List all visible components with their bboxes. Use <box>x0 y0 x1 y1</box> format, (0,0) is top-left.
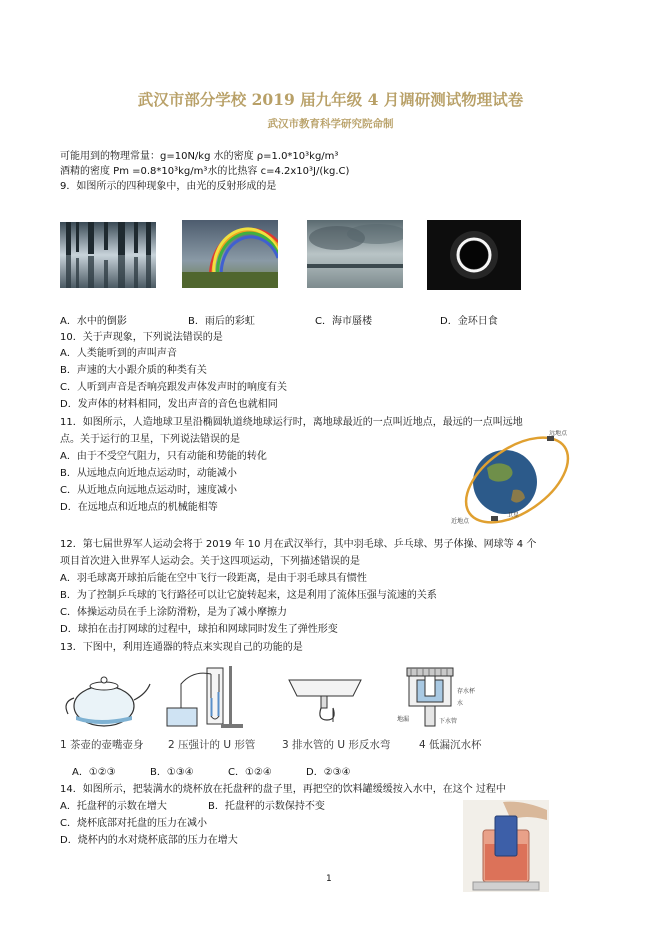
q11-option-b: B．从远地点向近地点运动时，动能减小 <box>60 468 237 479</box>
q11-stem-line-1: 11．如图所示，人造地球卫星沿椭圆轨道绕地球运行时，离地球最近的一点叫近地点，最远的一点叫远地 <box>60 417 523 428</box>
q13-stem: 13．下图中，利用连通器的特点来实现自己的功能的是 <box>60 642 303 653</box>
q12-option-a: A．羽毛球离开球拍后能在空中飞行一段距离，是由于羽毛球具有惯性 <box>60 573 367 584</box>
orbit-label-far: 远地点 <box>549 430 568 437</box>
q11-option-a: A．由于不受空气阻力，只有动能和势能的转化 <box>60 451 267 462</box>
drain-label-water: 水 <box>457 700 464 707</box>
constants-line-1: 可能用到的物理常量：g=10N/kg 水的密度 ρ=1.0*10³kg/m³ <box>60 151 339 162</box>
q9-option-d: D．金环日食 <box>440 316 498 327</box>
q10-option-d: D．发声体的材料相同，发出声音的音色也就相同 <box>60 399 278 410</box>
q11-orbit-figure <box>447 430 577 530</box>
q13-caption-2: 2 压强计的 U 形管 <box>168 739 256 751</box>
drain-label-floor: 地漏 <box>397 716 410 723</box>
q14-beaker-photo <box>463 800 549 892</box>
q14-stem: 14．如图所示，把装满水的烧杯放在托盘秤的盘子里，再把空的饮料罐缓缓按入水中，在这个 过程中 <box>60 784 506 795</box>
q10-option-a: A．人类能听到的声叫声音 <box>60 348 177 359</box>
q11-option-c: C．从近地点向远地点运动时，速度减小 <box>60 485 237 496</box>
q11-stem-line-2: 点。关于运行的卫星，下列说法错误的是 <box>60 434 240 445</box>
q13-option-c: C．①②④ <box>228 767 272 778</box>
drain-label-pipe: 下水管 <box>439 718 458 725</box>
q13-teapot-figure <box>60 668 152 728</box>
q13-floor-drain-figure <box>395 664 491 728</box>
q14-option-a: A．托盘秤的示数在增大 <box>60 801 167 812</box>
q14-option-d: D．烧杯内的水对烧杯底部的压力在增大 <box>60 835 238 846</box>
q9-image-reflection <box>60 222 156 288</box>
q13-caption-3: 3 排水管的 U 形反水弯 <box>282 739 391 751</box>
q14-option-c: C．烧杯底部对托盘的压力在减小 <box>60 818 207 829</box>
constants-line-2: 酒精的密度 Pm =0.8*10³kg/m³水的比热容 c=4.2x10³J/(kg.C) <box>60 166 350 177</box>
orbit-label-near: 近地点 <box>451 518 470 525</box>
page-number: 1 <box>326 874 332 884</box>
q9-option-b: B．雨后的彩虹 <box>188 316 255 327</box>
q10-option-b: B．声速的大小跟介质的种类有关 <box>60 365 207 376</box>
q13-sink-drain-figure <box>287 674 363 724</box>
q12-stem-line-1: 12．第七届世界军人运动会将于 2019 年 10 月在武汉举行，其中羽毛球、乒乓球、男子体操、网球等 4 个 <box>60 539 537 550</box>
q11-option-d: D．在远地点和近地点的机械能相等 <box>60 502 218 513</box>
q9-image-eclipse <box>427 220 521 290</box>
q9-option-c: C．海市蜃楼 <box>315 316 372 327</box>
q9-image-rainbow <box>182 220 278 288</box>
q10-option-c: C．人听到声音是否响亮跟发声体发声时的响度有关 <box>60 382 287 393</box>
exam-subtitle: 武汉市教育科学研究院命制 <box>267 118 394 130</box>
q13-option-a: A．①②③ <box>72 767 116 778</box>
q13-option-d: D．②③④ <box>306 767 351 778</box>
q9-stem: 9．如图所示的四种现象中，由光的反射形成的是 <box>60 181 277 192</box>
orbit-label-satellite: 卫星 <box>507 512 520 519</box>
q9-image-mirage <box>307 220 403 288</box>
q12-option-d: D．球拍在击打网球的过程中，球拍和网球同时发生了弹性形变 <box>60 624 338 635</box>
drain-label-cup: 存水杯 <box>457 688 476 695</box>
q13-caption-4: 4 低漏沉水杯 <box>419 739 482 751</box>
q13-caption-1: 1 茶壶的壶嘴壶身 <box>60 739 144 751</box>
q10-stem: 10．关于声现象，下列说法错误的是 <box>60 332 223 343</box>
exam-title: 武汉市部分学校 2019 届九年级 4 月调研测试物理试卷 <box>137 90 524 109</box>
q13-manometer-figure <box>163 664 245 730</box>
q12-option-c: C．体操运动员在手上涂防滑粉，是为了减小摩擦力 <box>60 607 287 618</box>
q14-option-b: B．托盘秤的示数保持不变 <box>208 801 325 812</box>
q12-option-b: B．为了控制乒乓球的飞行路径可以让它旋转起来，这是利用了流体压强与流速的关系 <box>60 590 437 601</box>
q13-option-b: B．①③④ <box>150 767 194 778</box>
q12-stem-line-2: 项目首次进入世界军人运动会。关于这四项运动，下列描述错误的是 <box>60 556 360 567</box>
q9-option-a: A．水中的倒影 <box>60 316 127 327</box>
